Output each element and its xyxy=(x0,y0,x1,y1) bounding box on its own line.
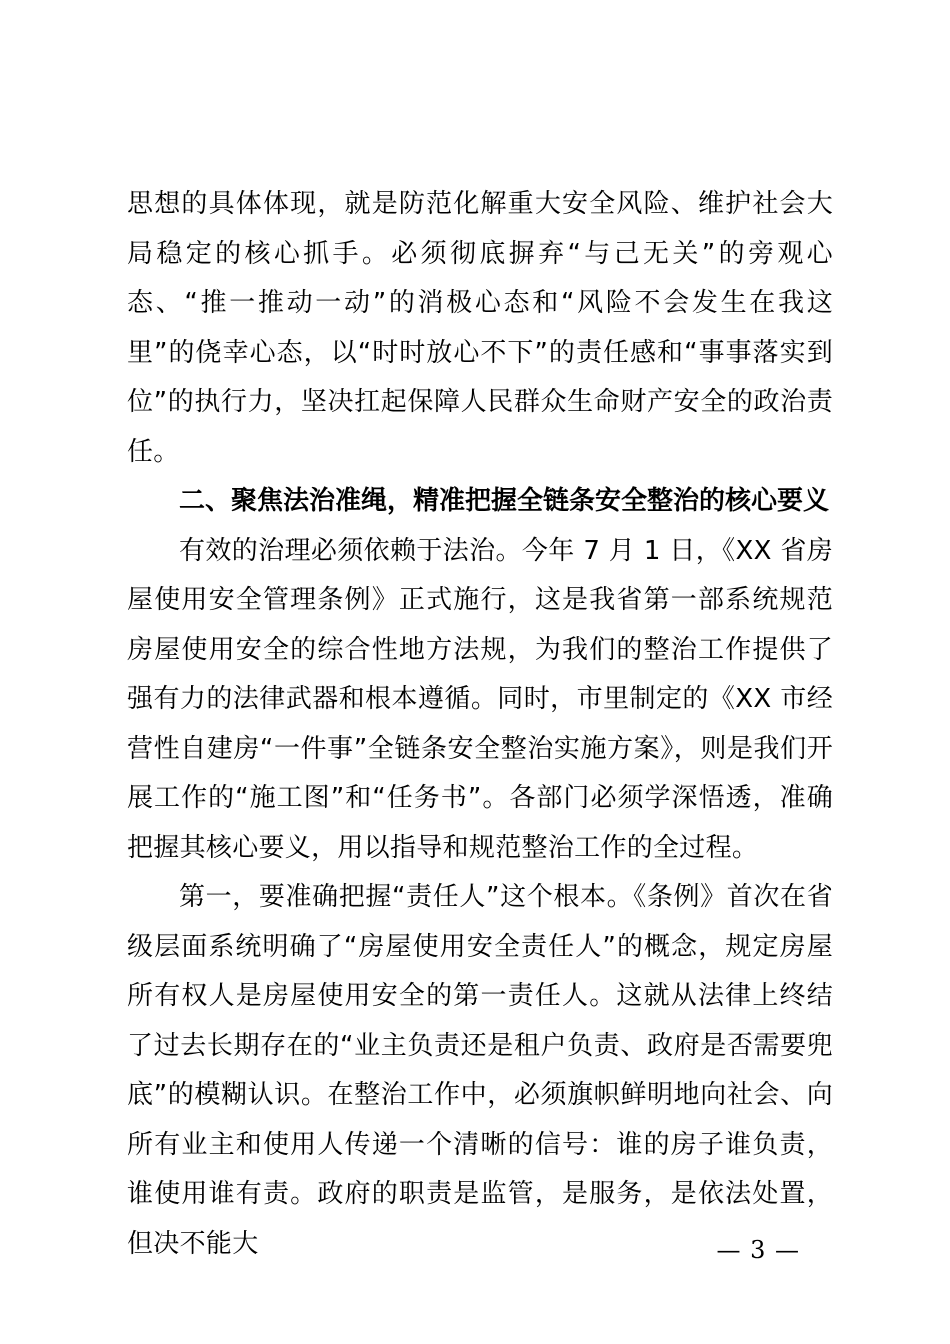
section-heading: 二、聚焦法治准绳，精准把握全链条安全整治的核心要义 xyxy=(179,486,830,516)
page-number: — 3 — xyxy=(716,1236,800,1264)
paragraph-continuation: 思想的具体体现，就是防范化解重大安全风险、维护社会大局稳定的核心抓手。必须彻底摒弃“与己无关”的旁观心态、“推一推动一动”的消极心态和“风险不会发生在我这里”的侥幸心态，以“时时放心不下”的责任感和“事事落实到位”的执行力，坚决扛起保障人民群众生命财产安全的政治责任。 xyxy=(127,189,833,467)
document-body xyxy=(127,180,833,1269)
paragraph-responsible-person: 第一，要准确把握“责任人”这个根本。《条例》首次在省级层面系统明确了“房屋使用安全责任人”的概念，规定房屋所有权人是房屋使用安全的第一责任人。这就从法律上终结了过去长期存在的“业主负责还是租户负责、政府是否需要兜底”的模糊认识。在整治工作中，必须旗帜鲜明地向社会、向所有业主和使用人传递一个清晰的信号：谁的房子谁负责，谁使用谁有责。政府的职责是监管，是服务，是依法处置，但决不能大 xyxy=(127,882,833,1259)
paragraph-rule-of-law: 有效的治理必须依赖于法治。今年 7 月 1 日，《XX 省房屋使用安全管理条例》正式施行，这是我省第一部系统规范房屋使用安全的综合性地方法规，为我们的整治工作提供了强有力的法律武器和根本遵循。同时，市里制定的《XX 市经营性自建房“一件事”全链条安全整治实施方案》，则是我们开展工作的“施工图”和“任务书”。各部门必须学深悟透，准确把握其核心要义，用以指导和规范整治工作的全过程。 xyxy=(127,535,833,863)
